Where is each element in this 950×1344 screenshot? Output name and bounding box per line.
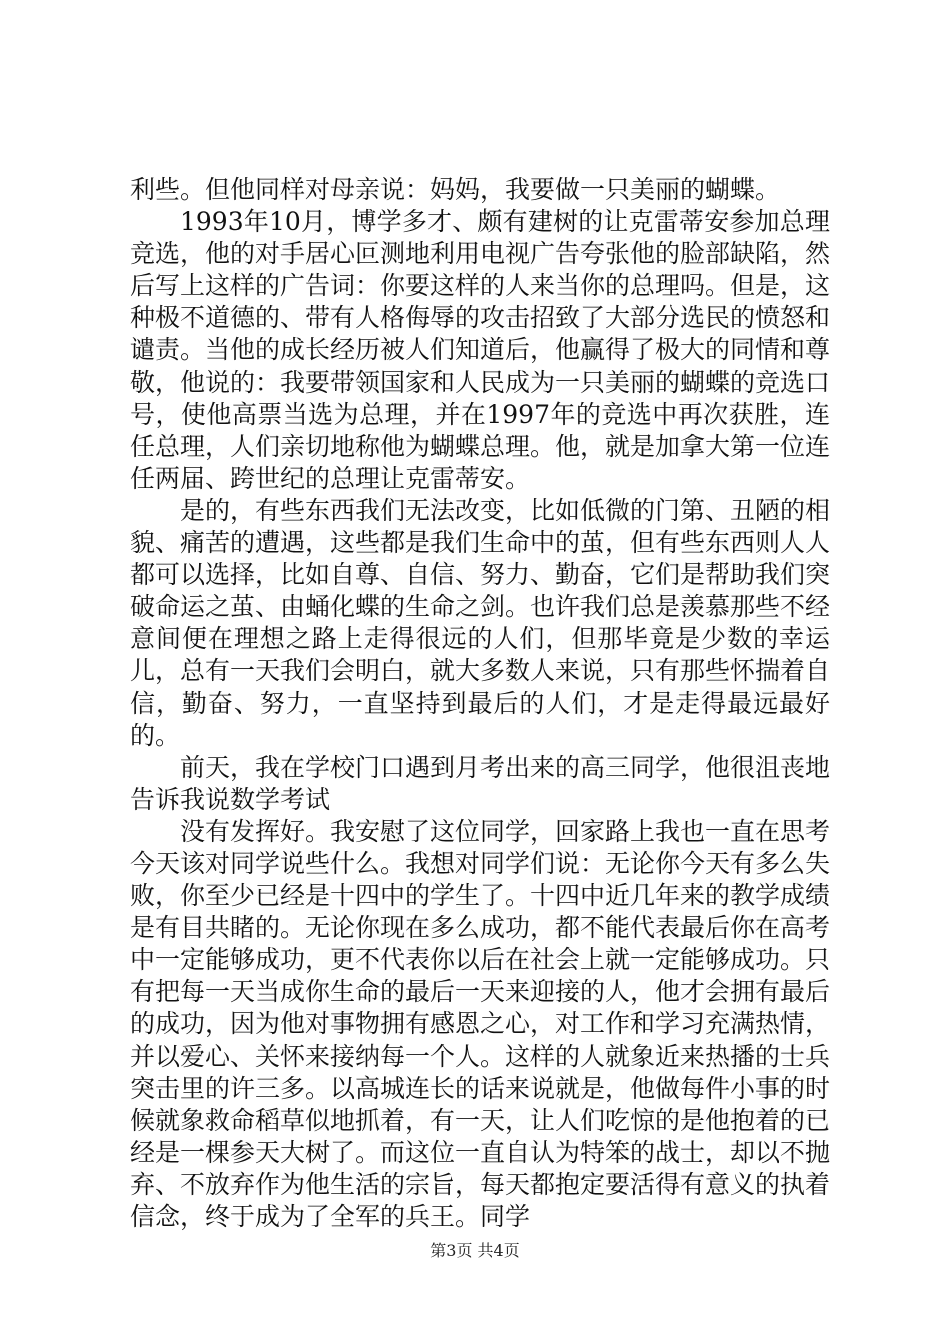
- document-body: [130, 174, 830, 1233]
- paragraph-5: 没有发挥好。我安慰了这位同学，回家路上我也一直在思考今天该对同学说些什么。我想对同学们说：无论你今天有多么失败，你至少已经是十四中的学生了。十四中近几年来的教学成绩是有目共睹的。无论你现在多么成功，都不能代表最后你在高考中一定能够成功，更不代表你以后在社会上就一定能够成功。只有把每一天当成你生命的最后一天来迎接的人，他才会拥有最后的成功，因为他对事物拥有感恩之心，对工作和学习充满热情，并以爱心、关怀来接纳每一个人。这样的人就象近来热播的士兵突击里的许三多。以高城连长的话来说就是，他做每件小事的时候就象救命稻草似地抓着，有一天，让人们吃惊的是他抱着的已经是一棵参天大树了。而这位一直自认为特笨的战士，却以不抛弃、不放弃作为他生活的宗旨，每天都抱定要活得有意义的执着信念，终于成为了全军的兵王。同学: [130, 816, 831, 1231]
- paragraph-3: 是的，有些东西我们无法改变，比如低微的门第、丑陋的相貌、痛苦的遭遇，这些都是我们生命中的茧，但有些东西则人人都可以选择，比如自尊、自信、努力、勤奋，它们是帮助我们突破命运之茧、由蛹化蝶的生命之剑。也许我们总是羡慕那些不经意间便在理想之路上走得很远的人们，但那毕竟是少数的幸运儿，总有一天我们会明白，就大多数人来说，只有那些怀揣着自信，勤奋、努力，一直坚持到最后的人们，才是走得最远最好的。: [130, 495, 831, 750]
- page-number-label: 第3页 共4页: [430, 1241, 520, 1260]
- page-footer: [0, 1238, 950, 1261]
- paragraph-2: 1993年10月，博学多才、颇有建树的让克雷蒂安参加总理竞选，他的对手居心叵测地利用电视广告夸张他的脸部缺陷，然后写上这样的广告词：你要这样的人来当你的总理吗。但是，这种极不道德的、带有人格侮辱的攻击招致了大部分选民的愤怒和谴责。当他的成长经历被人们知道后，他赢得了极大的同情和尊敬，他说的：我要带领国家和人民成为一只美丽的蝴蝶的竞选口号，使他高票当选为总理，并在1997年的竞选中再次获胜，连任总理，人们亲切地称他为蝴蝶总理。他，就是加拿大第一位连任两届、跨世纪的总理让克雷蒂安。: [130, 207, 831, 493]
- paragraph-1: 利些。但他同样对母亲说：妈妈，我要做一只美丽的蝴蝶。: [130, 175, 781, 204]
- paragraph-4: 前天，我在学校门口遇到月考出来的高三同学，他很沮丧地告诉我说数学考试: [130, 752, 831, 814]
